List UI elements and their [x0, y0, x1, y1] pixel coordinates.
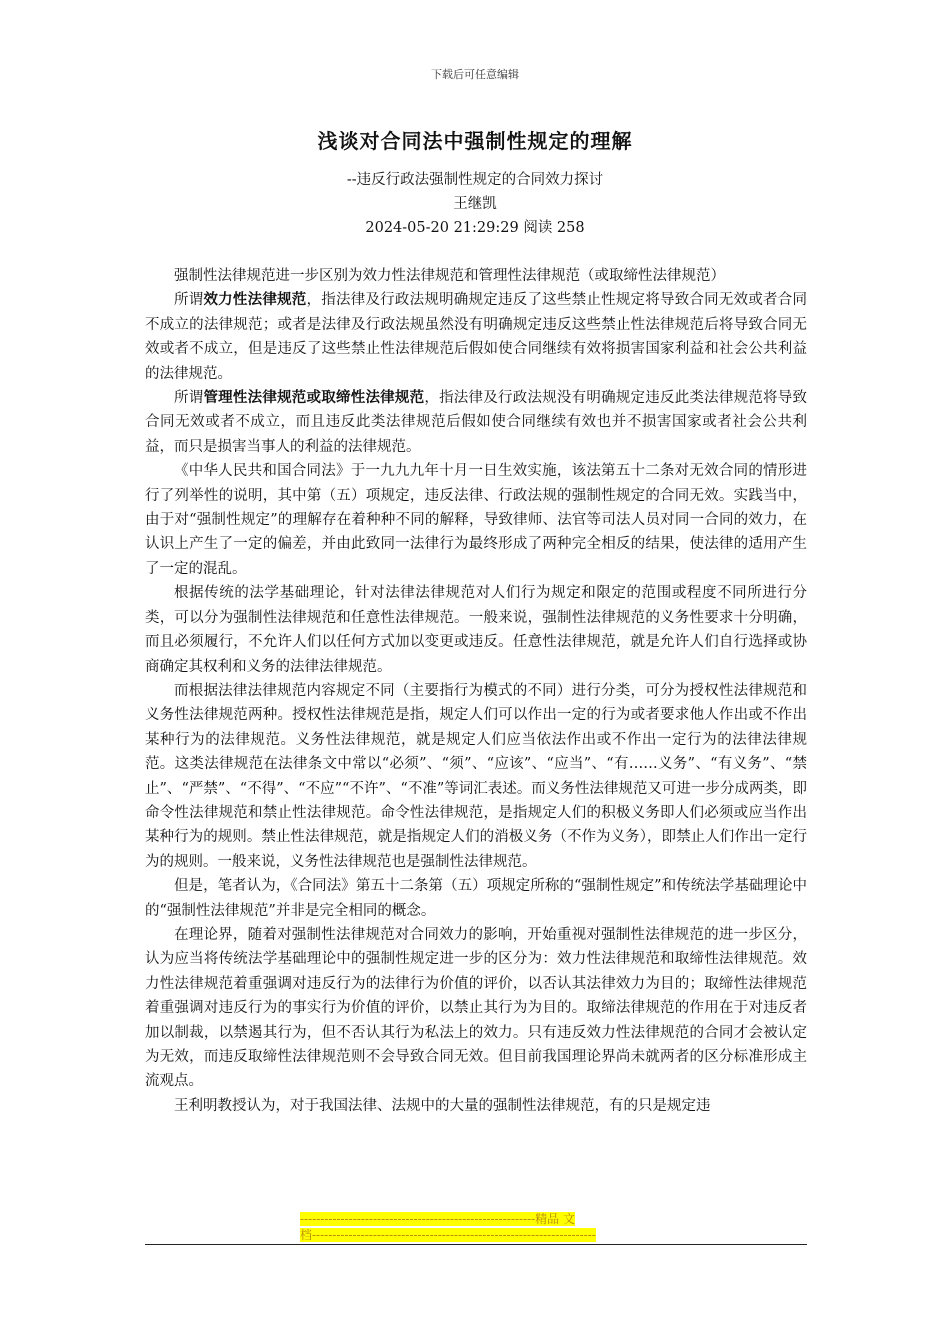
footer-divider — [145, 1244, 807, 1245]
paragraph-3 — [145, 386, 807, 459]
paragraph-5: 根据传统的法学基础理论，针对法律法律规范对人们行为规定和限定的范围或程度不同所进行分类，可以分为强制性法律规范和任意性法律规范。一般来说，强制性法律规范的义务性要求十分明确，而且必须履行，不允许人们以任何方式加以变更或违反。任意性法律规范，就是允许人们自行选择或协商确定其权利和义务的法律法律规范。 — [145, 585, 807, 675]
header-note: 下载后可任意编辑 — [431, 68, 519, 81]
paragraph-4: 《中华人民共和国合同法》于一九九九年十月一日生效实施，该法第五十二条对无效合同的情形进行了列举性的说明，其中第（五）项规定，违反法律、行政法规的强制性规定的合同无效。实践当中，由于对“强制性规定”的理解存在着种种不同的解释，导致律师、法官等司法人员对同一合同的效力，在认识上产生了一定的偏差，并由此致同一法律行为最终形成了两种完全相反的结果，使法律的适用产生了一定的混乱。 — [145, 463, 807, 577]
paragraph-9: 王利明教授认为，对于我国法律、法规中的大量的强制性法律规范，有的只是规定违 — [174, 1097, 711, 1114]
footer-line-2: 档---------------------------------------------------------------------- — [300, 1228, 596, 1242]
paragraph-2 — [145, 288, 807, 386]
paragraph-6: 而根据法律法律规范内容规定不同（主要指行为模式的不同）进行分类，可分为授权性法律规范和义务性法律规范两种。授权性法律规范是指，规定人们可以作出一定的行为或者要求他人作出或不作出某种行为的法律规范。义务性法律规范，就是规定人们应当依法作出或不作出一定行为的法律法律规范。这类法律规范在法律条文中常以“必须”、“须”、“应该”、“应当”、“有……义务”、“有义务”、“禁止”、“严禁”、“不得”、“不应”“不许”、“不准”等词汇表述。而义务性法律规范又可进一步分成两类，即命令性法律规范和禁止性法律规范。命令性法律规范，是指规定人们的积极义务即人们必须或应当作出某种行为的规则。禁止性法律规范，就是指规定人们的消极义务（不作为义务），即禁止人们作出一定行为的规则。一般来说，义务性法律规范也是强制性法律规范。 — [145, 682, 807, 870]
term-effective-norm: 效力性法律规范 — [203, 291, 307, 309]
date-reads: 2024-05-20 21:29:29 阅读 258 — [365, 220, 585, 236]
page-title: 浅谈对合同法中强制性规定的理解 — [317, 129, 633, 153]
paragraph-7: 但是，笔者认为，《合同法》第五十二条第（五）项规定所称的“强制性规定”和传统法学基础理论中的“强制性法律规范”并非是完全相同的概念。 — [145, 878, 807, 919]
footer-watermark — [300, 1211, 650, 1243]
term-management-norm: 管理性法律规范或取缔性法律规范 — [203, 389, 425, 407]
paragraph-3-text: ，指法律及行政法规没有明确规定违反此类法律规范将导致合同无效或者不成立，而且违反此类法律规范后假如使合同继续有效也并不损害国家或者社会公共利益，而只是损害当事人的利益的法律规范。 — [145, 390, 808, 455]
paragraph-8: 在理论界，随着对强制性法律规范对合同效力的影响，开始重视对强制性法律规范的进一步区分，认为应当将传统法学基础理论中的强制性规定进一步的区分为：效力性法律规范和取缔性法律规范。效力性法律规范着重强调对违反行为的法律行为价值的评价，以否认其法律效力为目的；取缔性法律规范着重强调对违反行为的事实行为价值的评价，以禁止其行为为目的。取缔法律规范的作用在于对违反者加以制裁，以禁遏其行为，但不否认其行为私法上的效力。只有违反效力性法律规范的合同才会被认定为无效，而违反取缔性法律规范则不会导致合同无效。但目前我国理论界尚未就两者的区分标准形成主流观点。 — [145, 926, 807, 1090]
paragraph-3-lead: 所谓 — [174, 390, 204, 407]
footer-line-1: ----------------------------------------------------------精品 文 — [300, 1212, 575, 1226]
author: 王继凯 — [453, 196, 497, 212]
article-meta — [0, 168, 950, 240]
article-body — [145, 264, 807, 1118]
subtitle: --违反行政法强制性规定的合同效力探讨 — [346, 172, 604, 188]
paragraph-2-lead: 所谓 — [174, 292, 204, 309]
paragraph-1: 强制性法律规范进一步区别为效力性法律规范和管理性法律规范（或取缔性法律规范） — [174, 268, 725, 284]
paragraph-2-text: ，指法律及行政法规明确规定违反了这些禁止性规定将导致合同无效或者合同不成立的法律规范；或者是法律及行政法规虽然没有明确规定违反这些禁止性法律规范后将导致合同无效或者不成立，但是违反了这些禁止性法律规范后假如使合同继续有效将损害国家利益和社会公共利益的法律规范。 — [145, 292, 808, 382]
